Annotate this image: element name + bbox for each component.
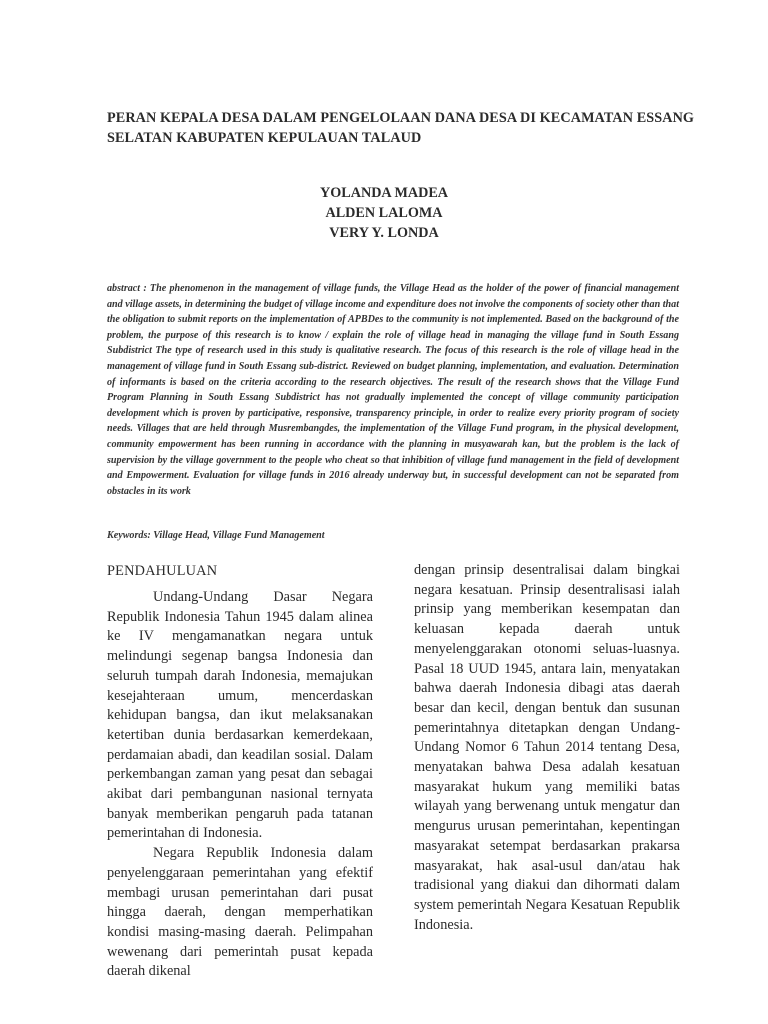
left-column (107, 561, 373, 982)
abstract-text: abstract : The phenomenon in the management of village funds, the Village Head as the holder of the power of financial management and village assets, in determining the budget of village income and expenditure does not involve the components of society other than that the obligation to submit reports on the implementation of APBDes to the community is not implemented. Based on the background of the problem, the purpose of this research is to know / explain the role of village head in managing the village fund in South Essang Subdistrict The type of research used in this study is qualitative research. The focus of this research is the role of village head in the management of village fund in South Essang sub-district. Reviewed on budget planning, implementation, and evaluation. Determination of informants is based on the criteria according to the research objectives. The result of the research shows that the Village Fund Program Planning in South Essang Subdistrict has not gradually implemented the concept of village community participation development which is proven by participative, responsive, transparency principle, in order to realize every priority program of society needs. Villages that are held through Musrembangdes, the implementation of the Village Fund program, in the physical development, community empowerment has been running in accordance with the planning in musyawarah kan, but the problem is the lack of supervision by the village government to the people who cheat so that inhibition of village fund management in the field of development and Empowerment. Evaluation for village funds in 2016 already underway but, in successful development can not be separated from obstacles in its work (107, 283, 679, 497)
author-name: VERY Y. LONDA (329, 225, 439, 241)
right-column (414, 561, 680, 935)
author-list (0, 183, 768, 243)
section-heading: PENDAHULUAN (107, 563, 218, 579)
title-line-1: PERAN KEPALA DESA DALAM PENGELOLAAN DANA DESA DI KECAMATAN ESSANG (107, 110, 695, 126)
keywords-line: Keywords: Village Head, Village Fund Management (107, 530, 325, 541)
body-paragraph: Undang-Undang Dasar Negara Republik Indonesia Tahun 1945 dalam alinea ke IV mengamanatkan negara untuk melindungi segenap bangsa Indonesia dan seluruh tumpah darah Indonesia, memajukan kesejahteraan umum, mencerdaskan kehidupan bangsa, dan ikut melaksanakan ketertiban dunia berdasarkan kemerdekaan, perdamaian abadi, dan keadilan sosial. Dalam perkembangan zaman yang pesat dan sebagai akibat dari pembangunan nasional ternyata banyak memberikan pengaruh pada tatanan pemerintahan di Indonesia. (107, 589, 373, 842)
body-paragraph: dengan prinsip desentralisai dalam bingkai negara kesatuan. Prinsip desentralisasi ialah prinsip yang memberikan kesempatan dan keluasan kepada daerah untuk menyelenggarakan otonomi seluas-luasnya. Pasal 18 UUD 1945, antara lain, menyatakan bahwa daerah Indonesia dibagi atas daerah besar dan kecil, dengan bentuk dan susunan pemerintahnya ditetapkan dengan Undang-Undang Nomor 6 Tahun 2014 tentang Desa, menyatakan bahwa Desa adalah kesatuan masyarakat hukum yang memiliki batas wilayah yang berwenang untuk mengatur dan mengurus urusan pemerintahan, kepentingan masyarakat setempat berdasarkan prakarsa masyarakat, hak asal-usul dan/atau hak tradisional yang diakui dan dihormati dalam system pemerintah Negara Kesatuan Republik Indonesia. (414, 562, 680, 933)
title-line-2: SELATAN KABUPATEN KEPULAUAN TALAUD (107, 130, 422, 146)
author-name: YOLANDA MADEA (319, 185, 449, 201)
paper-title (107, 108, 695, 148)
body-paragraph: Negara Republik Indonesia dalam penyelenggaraan pemerintahan yang efektif membagi urusan pemerintahan dari pusat hingga daerah, dengan memperhatikan kondisi masing-masing daerah. Pelimpahan wewenang dari pemerintah pusat kepada daerah dikenal (107, 845, 373, 980)
author-name: ALDEN LALOMA (325, 205, 443, 221)
